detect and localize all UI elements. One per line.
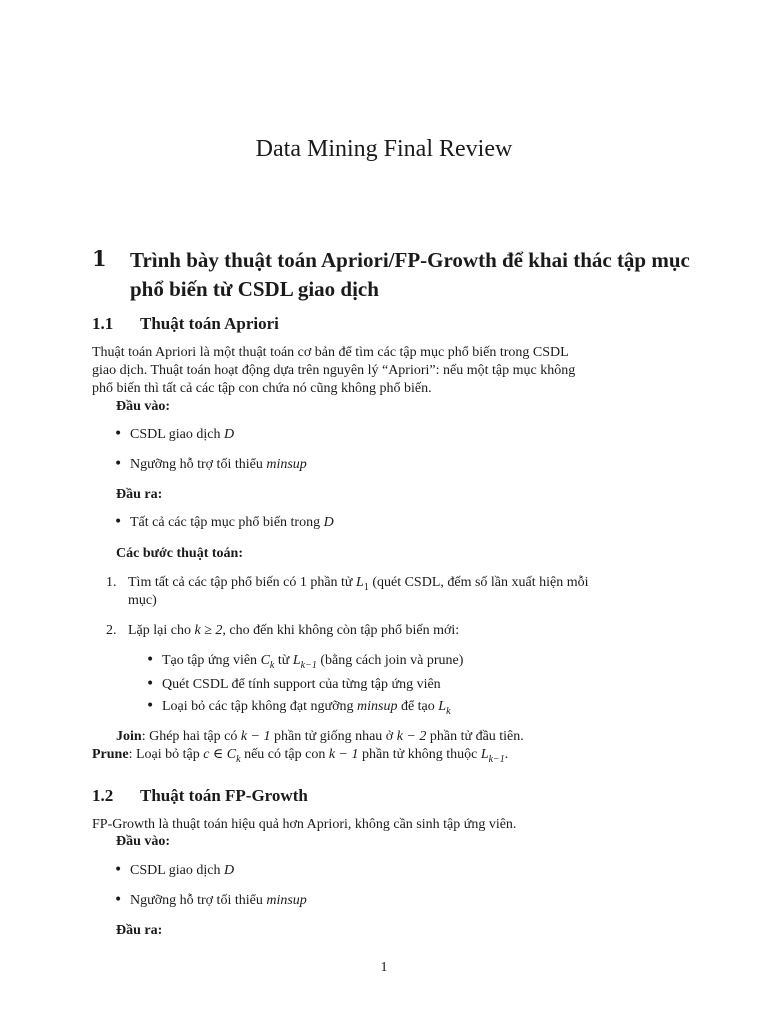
- document-title: Data Mining Final Review: [255, 136, 513, 162]
- section-number: 1: [92, 246, 107, 271]
- input-item: CSDL giao dịch D: [130, 863, 235, 878]
- bullet-marker: •: [114, 426, 123, 442]
- join-definition: Join: Ghép hai tập có k − 1 phần tử giống nhau ở k − 2 phần tử đầu tiên.: [116, 729, 524, 744]
- subsection-number: 1.2: [92, 786, 114, 805]
- input-label: Đầu vào:: [116, 399, 171, 414]
- page-number: 1: [380, 960, 388, 975]
- input-item: Ngưỡng hỗ trợ tối thiểu minsup: [130, 457, 307, 472]
- bullet-marker: •: [146, 698, 155, 714]
- bullet-marker: •: [114, 456, 123, 472]
- bullet-marker: •: [114, 862, 123, 878]
- steps-label: Các bước thuật toán:: [116, 546, 243, 561]
- sub-step: Loại bỏ các tập không đạt ngưỡng minsup để tạo $L_k$: [162, 699, 451, 717]
- intro-line: phổ biến thì tất cả các tập con chứa nó cũng không phổ biến.: [92, 381, 432, 396]
- bullet-marker: •: [146, 676, 155, 692]
- step-1-text: Tìm tất cả các tập phổ biến có 1 phần tử $L_1$ (quét CSDL, đếm số lần xuất hiện mỗi: [128, 575, 589, 593]
- bullet-marker: •: [114, 892, 123, 908]
- output-item: Tất cả các tập mục phổ biến trong D: [130, 515, 334, 530]
- output-label: Đầu ra:: [116, 487, 163, 502]
- input-item: CSDL giao dịch D: [130, 427, 235, 442]
- intro-line: giao dịch. Thuật toán hoạt động dựa trên nguyên lý “Apriori”: nếu một tập mục không: [92, 363, 576, 378]
- output-label: Đầu ra:: [116, 923, 163, 938]
- subsection-title: Thuật toán FP-Growth: [140, 786, 308, 805]
- sub-step: Tạo tập ứng viên $C_k$ từ $L_{k-1}$ (bằng cách join và prune): [162, 653, 464, 671]
- input-label: Đầu vào:: [116, 834, 171, 849]
- intro-line: Thuật toán Apriori là một thuật toán cơ bản để tìm các tập mục phổ biến trong CSDL: [92, 345, 569, 360]
- bullet-marker: •: [114, 514, 123, 530]
- step-number: 1.: [106, 575, 117, 590]
- step-number: 2.: [106, 623, 117, 638]
- bullet-marker: •: [146, 652, 155, 668]
- input-item: Ngưỡng hỗ trợ tối thiểu minsup: [130, 893, 307, 908]
- step-2-text: Lặp lại cho k ≥ 2, cho đến khi không còn tập phổ biến mới:: [128, 623, 460, 638]
- subsection-title: Thuật toán Apriori: [140, 314, 279, 333]
- subsection-number: 1.1: [92, 314, 114, 333]
- sub-step: Quét CSDL để tính support của từng tập ứng viên: [162, 677, 441, 692]
- intro-line: FP-Growth là thuật toán hiệu quả hơn Apriori, không cần sinh tập ứng viên.: [92, 817, 517, 832]
- step-1-continuation: mục): [128, 593, 157, 608]
- prune-definition: Prune: Loại bỏ tập c ∈ $C_k$ nếu có tập con k − 1 phần tử không thuộc $L_{k-1}$.: [92, 747, 509, 765]
- section-title: Trình bày thuật toán Apriori/FP-Growth để khai thác tập mục phổ biến từ CSDL giao dịch: [130, 248, 690, 301]
